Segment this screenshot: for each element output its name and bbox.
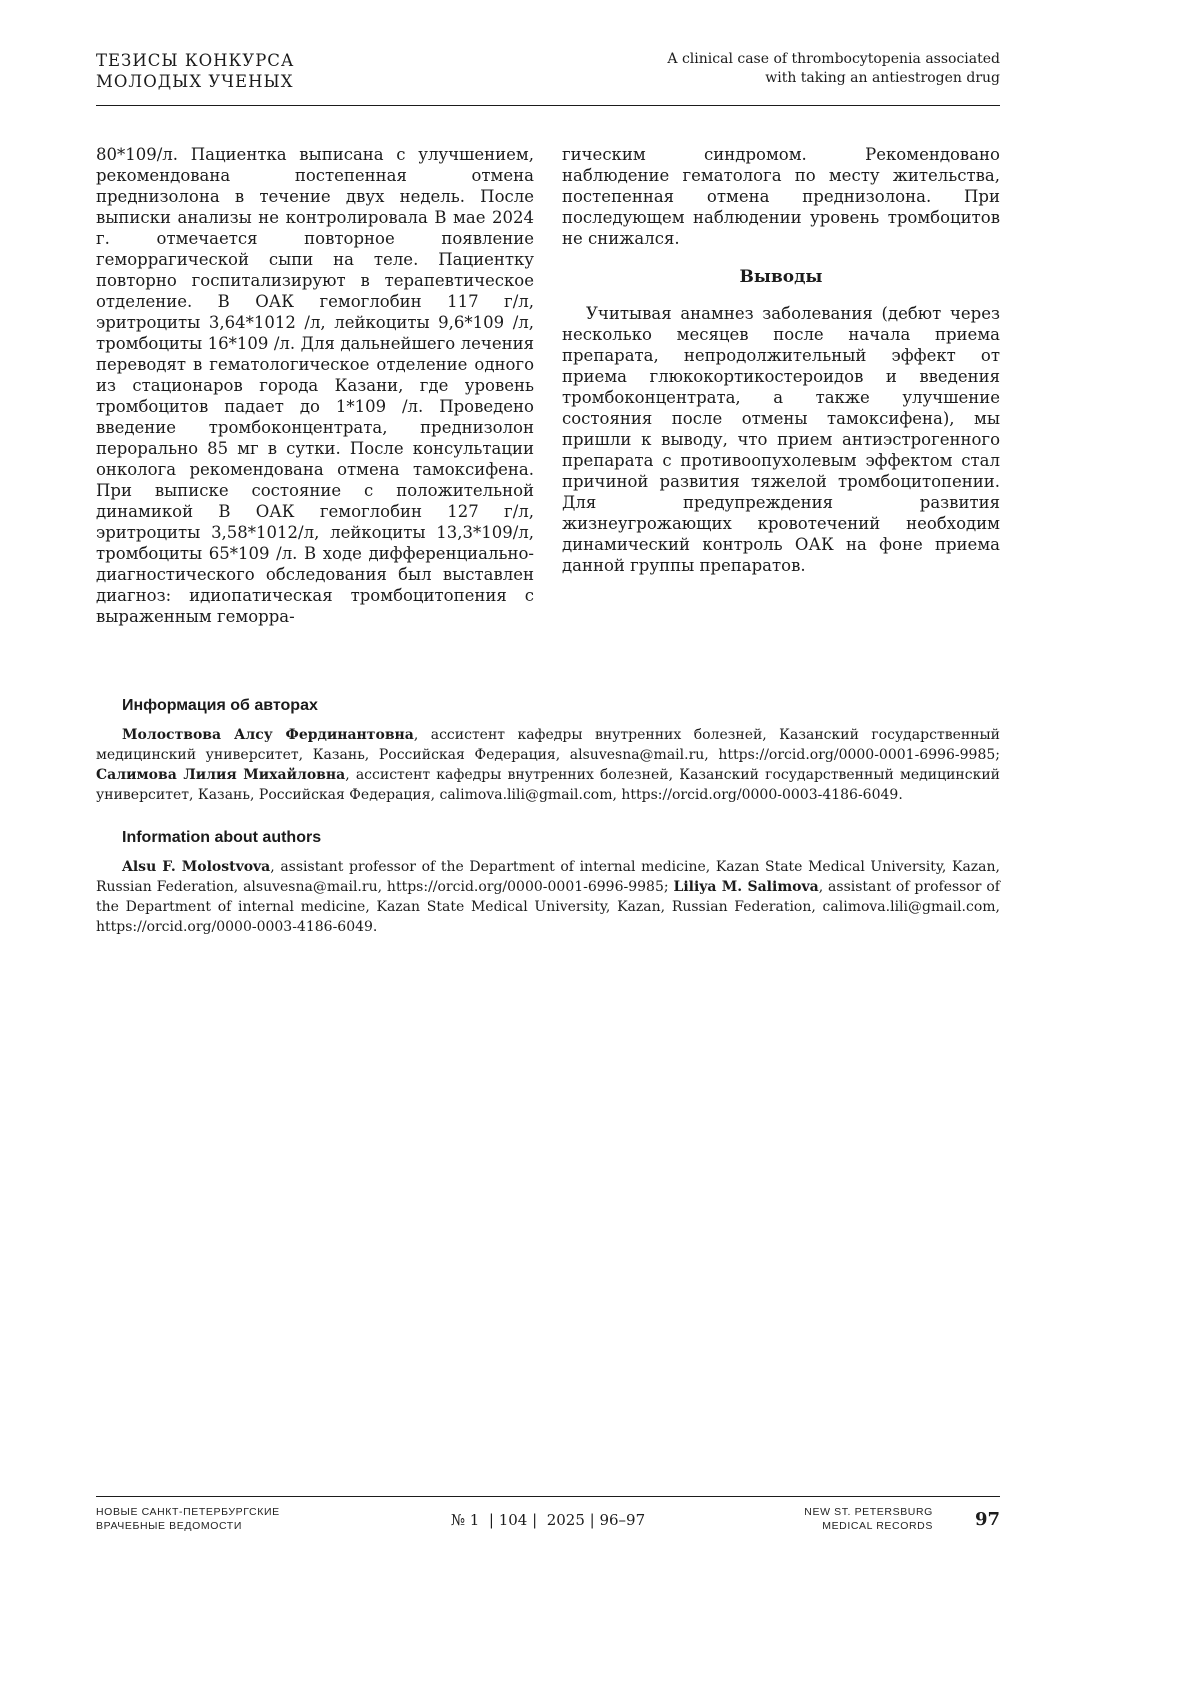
left-column xyxy=(96,144,534,627)
right-column xyxy=(562,144,1000,627)
running-head-en-line2: with taking an antiestrogen drug xyxy=(765,70,1000,86)
journal-title-ru xyxy=(96,1506,280,1533)
authors-info-ru-section xyxy=(96,697,1000,805)
issue-info: № 1 | 104 | 2025 | 96–97 xyxy=(450,1510,646,1529)
body-paragraph-continuation-right: гическим синдромом. Рекомендовано наблюдение гематолога по месту жительства, постепенная отмена преднизолона. При последующем наблюдении уровень тромбоцитов не снижался. xyxy=(562,145,1000,248)
author-name-en-1: Alsu F. Molostvova xyxy=(122,859,271,875)
page-header xyxy=(96,50,1000,92)
authors-info-en-section xyxy=(96,829,1000,937)
footer-row xyxy=(96,1506,1000,1533)
article-body xyxy=(96,144,1000,627)
journal-title-en-line2: MEDICAL RECORDS xyxy=(822,1519,933,1532)
author-details-en-1: , assistant professor of the Department of internal medicine, Kazan State Medical University, Kazan, Russian Federation, alsuvesna@mail.ru, https://orcid.org/0000-0001-6996-9985; xyxy=(96,859,1000,895)
author-name-ru-1: Молоствова Алсу Фердинантовна xyxy=(122,727,414,743)
author-details-en-2: , assistant of professor of the Department of internal medicine, Kazan State Medical University, Kazan, Russian Federation, calimova.lili@gmail.com, https://orcid.org/0000-0003-4186-6049. xyxy=(96,879,1000,935)
journal-title-ru-line1: НОВЫЕ САНКТ-ПЕТЕРБУРГСКИЕ xyxy=(96,1506,280,1518)
footer-right-group xyxy=(804,1506,1000,1533)
author-details-ru-1: , ассистент кафедры внутренних болезней, Казанский государственный медицинский университет, Казань, Российская Федерация, alsuvesna@mail.ru, https://orcid.org/0000-0001-6996-9985; xyxy=(96,727,1000,763)
running-head-ru xyxy=(96,50,294,92)
running-head-en xyxy=(667,50,1000,88)
running-head-en-line1: A clinical case of thrombocytopenia associated xyxy=(667,51,1000,67)
journal-title-en xyxy=(804,1506,933,1533)
author-name-ru-2: Салимова Лилия Михайловна xyxy=(96,767,346,783)
authors-info-en-paragraph xyxy=(96,857,1000,937)
authors-info-en-heading: Information about authors xyxy=(122,829,322,846)
authors-info-ru-paragraph xyxy=(96,725,1000,805)
author-name-en-2: Liliya M. Salimova xyxy=(673,879,819,895)
page-footer xyxy=(96,1496,1000,1533)
author-details-ru-2: , ассистент кафедры внутренних болезней, Казанский государственный медицинский университет, Казань, Российская Федерация, calimova.lili@gmail.com, https://orcid.org/0000-0003-4186-6049. xyxy=(96,767,1000,803)
running-head-ru-line1: ТЕЗИСЫ КОНКУРСА xyxy=(96,51,295,70)
footer-rule xyxy=(96,1496,1000,1497)
journal-title-ru-line2: ВРАЧЕБНЫЕ ВЕДОМОСТИ xyxy=(96,1519,242,1532)
conclusions-heading: Выводы xyxy=(739,267,823,287)
journal-title-en-line1: NEW ST. PETERSBURG xyxy=(804,1506,933,1518)
authors-info-ru-heading: Информация об авторах xyxy=(122,697,318,714)
running-head-ru-line2: МОЛОДЫХ УЧЕНЫХ xyxy=(96,72,294,91)
page-number: 97 xyxy=(974,1509,1000,1530)
conclusions-paragraph: Учитывая анамнез заболевания (дебют через несколько месяцев после начала приема препарата, непродолжительный эффект от приема глюкокортикостероидов и введения тромбоконцентрата, а также улучшение состояния после отмены тамоксифена), мы пришли к выводу, что прием антиэстрогенного препарата с противоопухолевым эффектом стал причиной развития тяжелой тромбоцитопении. Для предупреждения развития жизнеугрожающих кровотечений необходим динамический контроль ОАК на фоне приема данной группы препаратов. xyxy=(562,304,1000,575)
header-rule xyxy=(96,105,1000,106)
body-paragraph-continuation-left: 80*109/л. Пациентка выписана с улучшением, рекомендована постепенная отмена преднизолона в течение двух недель. После выписки анализы не контролировала В мае 2024 г. отмечается повторное появление геморрагической сыпи на теле. Пациентку повторно госпитализируют в терапевтическое отделение. В ОАК гемоглобин 117 г/л, эритроциты 3,64*1012 /л, лейкоциты 9,6*109 /л, тромбоциты 16*109 /л. Для дальнейшего лечения переводят в гематологическое отделение одного из стационаров города Казани, где уровень тромбоцитов падает до 1*109 /л. Проведено введение тромбоконцентрата, преднизолон перорально 85 мг в сутки. После консультации онколога рекомендована отмена тамоксифена. При выписке состояние с положительной динамикой В ОАК гемоглобин 127 г/л, эритроциты 3,58*1012/л, лейкоциты 13,3*109/л, тромбоциты 65*109 /л. В ходе дифференциально-диагностического обследования был выставлен диагноз: идиопатическая тромбоцитопения с выраженным геморра- xyxy=(96,145,534,626)
